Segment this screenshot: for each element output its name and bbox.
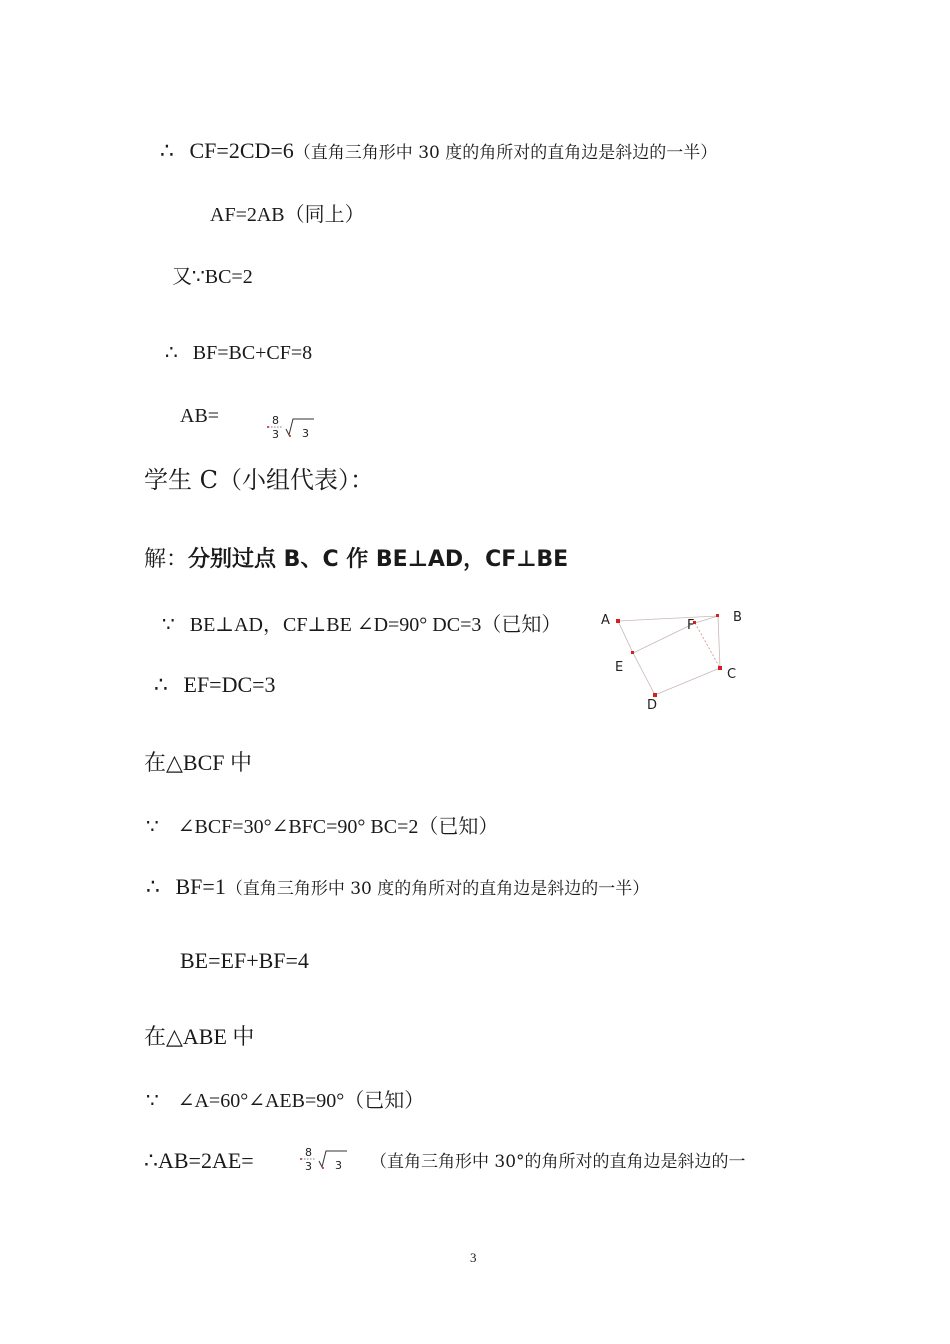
line-ab: [180, 406, 219, 426]
equation-cf: CF=2CD=6: [189, 138, 294, 163]
student-c-label: 学生 C（小组代表）：: [144, 466, 374, 494]
label-c: C: [727, 667, 737, 682]
label-d: D: [647, 698, 658, 713]
therefore-symbol: ∴: [146, 875, 160, 900]
line-cf: [160, 140, 717, 163]
solution-line: [144, 548, 568, 571]
triangle-abe-heading: [144, 1026, 254, 1048]
reason-note-ab: [370, 1154, 746, 1171]
equation-ef: EF=DC=3: [183, 672, 276, 697]
therefore-symbol: ∴: [160, 139, 174, 164]
line-af: [210, 205, 365, 225]
line-bc: [172, 266, 253, 287]
equation-be: BE=EF+BF=4: [180, 948, 309, 973]
label-f: F: [687, 618, 695, 633]
triangle-abe-label: 在△ABE 中: [144, 1024, 255, 1049]
radicand: 3: [335, 1159, 342, 1172]
given-line: [162, 614, 561, 635]
because-symbol: ∵: [146, 814, 159, 838]
line-ab-result: [144, 1150, 254, 1172]
bcf-given-conditions: ∠BCF=30°∠BFC=90° BC=2（已知）: [177, 816, 499, 838]
bcf-given-line: [146, 816, 498, 837]
abe-given-conditions: ∠A=60°∠AEB=90°（已知）: [177, 1090, 425, 1112]
triangle-bcf-label: 在△BCF 中: [144, 750, 253, 775]
quadrilateral-figure: [595, 605, 755, 715]
reason-note: （直角三角形中 30°的角所对的直角边是斜边的一: [370, 1152, 746, 1172]
radicand: 3: [302, 427, 309, 440]
point-d: [653, 693, 657, 697]
equation-ab-result: ∴AB=2AE=: [144, 1148, 254, 1173]
label-b: B: [733, 610, 742, 625]
fraction-numerator: 8: [272, 414, 279, 427]
student-c-heading: [144, 468, 374, 492]
given-conditions: BE⊥AD，CF⊥BE ∠D=90° DC=3（已知）: [189, 614, 562, 636]
line-bf: [165, 342, 312, 363]
reason-note: （直角三角形中 30 度的角所对的直角边是斜边的一半）: [225, 879, 650, 899]
equation-af: AF=2AB（同上）: [210, 204, 365, 226]
point-a: [616, 619, 620, 623]
abe-given-line: [146, 1090, 424, 1111]
equation-bc: BC=2: [204, 266, 253, 288]
label-e: E: [615, 660, 624, 675]
because-symbol: ∵: [146, 1088, 159, 1112]
triangle-bcf-heading: [144, 752, 252, 774]
equation-ab: AB=: [180, 405, 220, 427]
therefore-symbol: ∴: [165, 340, 178, 364]
label-a: A: [601, 613, 610, 628]
solution-construction: 分别过点 B、C 作 BE⊥AD，CF⊥BE: [188, 547, 569, 572]
page-number: 3: [470, 1250, 477, 1265]
equation-bf-result: BF=1: [175, 874, 226, 899]
reason-note: （直角三角形中 30 度的角所对的直角边是斜边的一半）: [293, 143, 718, 163]
figure-edges: [618, 616, 720, 695]
equation-bf: BF=BC+CF=8: [192, 342, 313, 364]
fraction-numerator: 8: [305, 1146, 312, 1159]
therefore-symbol: ∴: [154, 673, 168, 698]
fraction-denominator: 3: [305, 1160, 312, 1173]
line-be: [180, 950, 309, 972]
point-e: [631, 651, 634, 654]
line-ef: [154, 674, 276, 697]
point-c: [718, 666, 722, 670]
point-b: [716, 614, 719, 617]
because-symbol: ∵: [162, 612, 175, 636]
line-bf-result: [146, 876, 649, 899]
fraction-bar-and-radical: [299, 1145, 355, 1175]
fraction-bar-and-radical: [266, 413, 322, 443]
because-symbol: ∵: [192, 264, 205, 288]
also-word: 又: [172, 264, 192, 288]
fraction-denominator: 3: [272, 428, 279, 441]
solution-label: 解：: [144, 547, 189, 572]
